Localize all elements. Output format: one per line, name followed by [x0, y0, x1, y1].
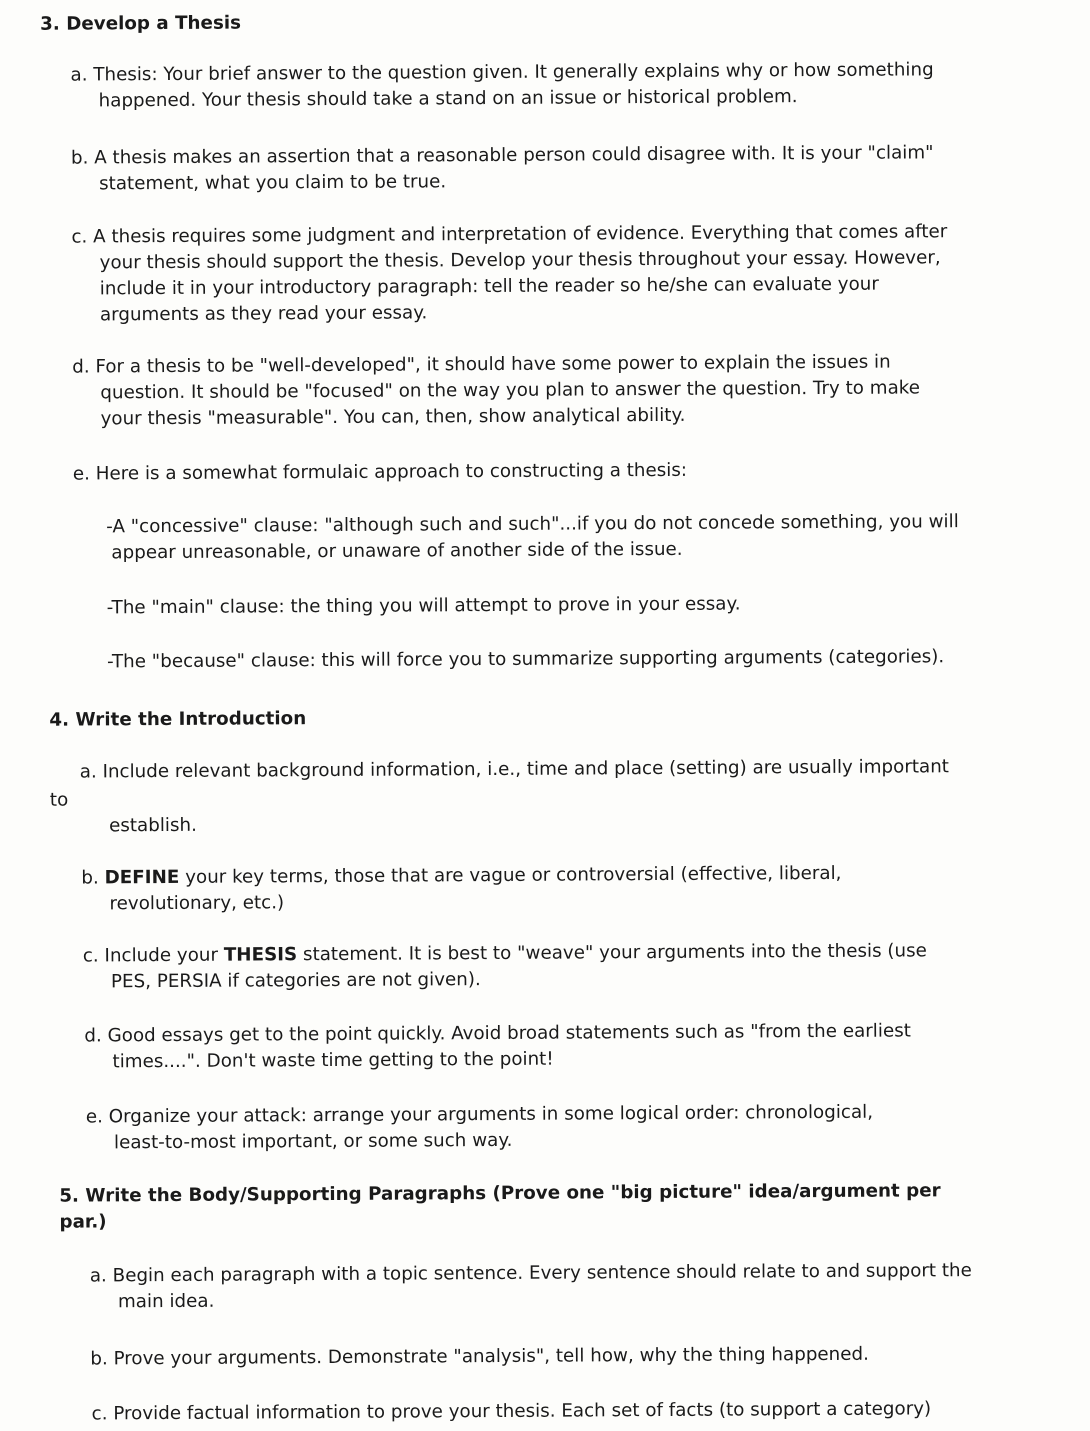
- item-4e: e. Organize your attack: arrange your arguments in some logical order: chronological, least-to-most important, or some such way.: [85, 1101, 874, 1154]
- item-5a: a. Begin each paragraph with a topic sentence. Every sentence should relate to and support the main idea.: [89, 1260, 972, 1313]
- item-3b: b. A thesis makes an assertion that a reasonable person could disagree with. It is your "claim" statement, what you claim to be true.: [70, 142, 934, 195]
- heading-develop-thesis: 3. Develop a Thesis: [40, 12, 242, 35]
- item-3a: a. Thesis: Your brief answer to the question given. It generally explains why or how something happened. Your thesis should take a stand on an issue or historical problem.: [70, 59, 934, 112]
- main-clause: -The "main" clause: the thing you will attempt to prove in your essay.: [106, 593, 741, 619]
- because-clause: -The "because" clause: this will force you to summarize supporting arguments (categories).: [106, 646, 945, 673]
- item-4c: c. Include your THESIS statement. It is best to "weave" your arguments into the thesis (use PES, PERSIA if categories are not given).: [82, 940, 927, 993]
- item-5b: b. Prove your arguments. Demonstrate "analysis", tell how, why the thing happened.: [90, 1343, 869, 1370]
- item-4d: d. Good essays get to the point quickly. Avoid broad statements such as "from the earliest times....". Don't waste time getting to the point!: [84, 1020, 911, 1073]
- concessive-clause: -A "concessive" clause: "although such and such"...if you do not concede something, you will appear unreasonable, or unaware of another side of the issue.: [106, 511, 959, 564]
- item-3e: e. Here is a somewhat formulaic approach to constructing a thesis:: [72, 459, 688, 485]
- item-4a-wrap: to: [49, 789, 69, 811]
- heading-write-introduction: 4. Write the Introduction: [49, 708, 307, 731]
- item-4a: a. Include relevant background information, i.e., time and place (setting) are usually important: [79, 756, 950, 783]
- item-3d: d. For a thesis to be "well-developed", it should have some power to explain the issues in question. It should be "focused" on the way you plan to answer the question. Try to make your thesis "measurable". You can, then, show analytical ability.: [72, 351, 920, 430]
- item-3c: c. A thesis requires some judgment and interpretation of evidence. Everything that comes after your thesis should support the thesis. Develop your thesis throughout your essay. However, include it in your introductory paragraph: tell the reader so he/she can evaluate your arguments as they read your essay.: [71, 221, 948, 326]
- item-4b: b. DEFINE your key terms, those that are vague or controversial (effective, liberal, revolutionary, etc.): [81, 862, 842, 915]
- heading-write-body: 5. Write the Body/Supporting Paragraphs (Prove one "big picture" idea/argument per par.): [59, 1180, 941, 1233]
- item-5c: c. Provide factual information to prove your thesis. Each set of facts (to support a category): [91, 1398, 932, 1425]
- item-4a-end: establish.: [108, 814, 197, 837]
